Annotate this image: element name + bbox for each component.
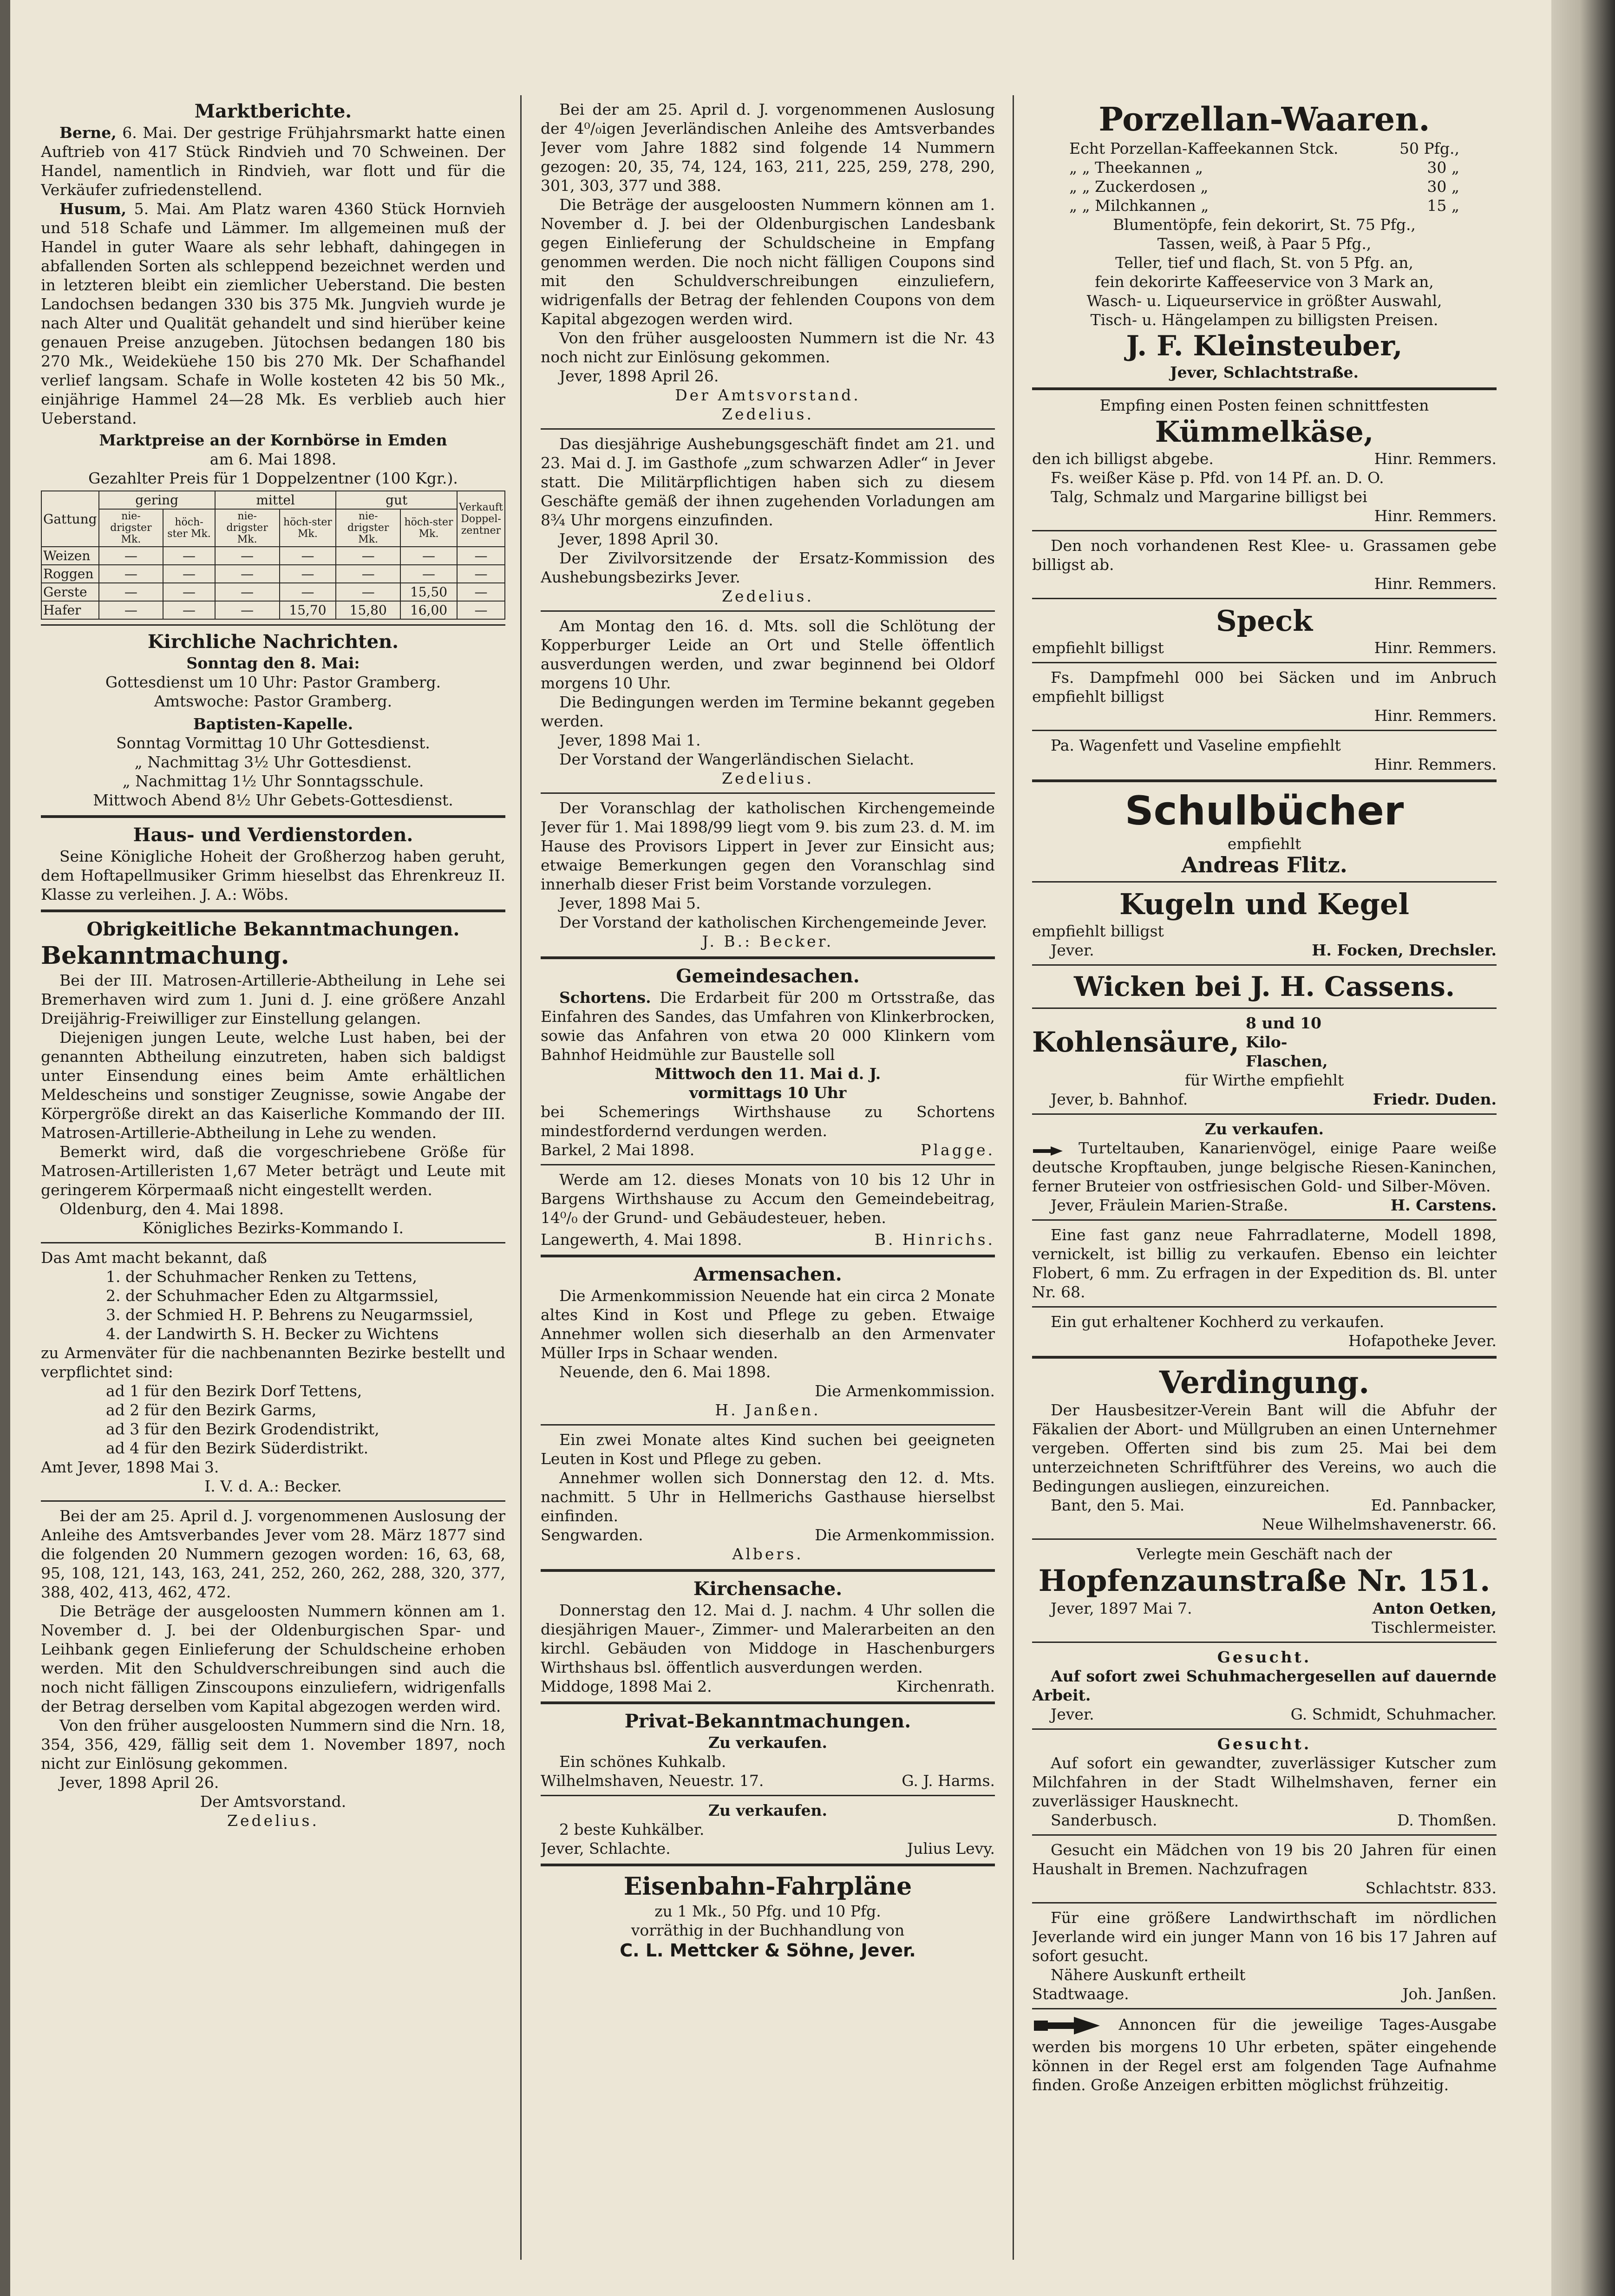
divider [1032, 779, 1497, 782]
kb-row-name: Weizen [41, 547, 99, 565]
kohlensaeure-header [1032, 1014, 1497, 1071]
kohlensaeure-side: 8 und 10 Kilo-Flaschen, [1246, 1014, 1328, 1070]
kb-header-gering: gering [99, 491, 215, 509]
table-row [41, 583, 505, 601]
kath-org: Der Vorstand der katholischen Kirchengemeinde Jever. [559, 913, 987, 931]
kb-cell: — [400, 565, 457, 583]
kb-cell: — [215, 547, 280, 565]
kb-cell: — [280, 547, 336, 565]
speck-title: Speck [1216, 604, 1313, 638]
verdingung-place: Bant, den 5. Mai. [1051, 1496, 1185, 1514]
list-item: Tisch- u. Hängelampen zu billigsten Preisen. [1090, 311, 1438, 329]
hopfen-intro: Verlegte mein Geschäft nach der [1137, 1545, 1392, 1563]
barkel-sign: Plagge. [921, 1141, 995, 1159]
porz-item: Echt Porzellan-Kaffeekannen Stck. [1069, 139, 1339, 157]
verdingung-title: Verdingung. [1159, 1364, 1370, 1400]
divider [1032, 1219, 1497, 1221]
kornboerse-subtitle: Gezahlter Preis für 1 Doppelzentner (100 Kgr.). [88, 469, 458, 487]
fahrplan-text: vorräthig in der Buchhandlung von [631, 1921, 905, 1939]
kb-cell: — [215, 601, 280, 619]
kuemmel-title: Kümmelkäse, [1155, 415, 1374, 449]
kb-row-name: Gerste [41, 583, 99, 601]
divider [1032, 964, 1497, 966]
schlotung-sign: Zedelius. [722, 769, 814, 787]
bekanntmachung-para: Bemerkt wird, daß die vorgeschriebene Größe für Matrosen-Artilleristen 1,67 Meter beträgt und Leute mit geringerem Körpermaaß nicht eingestellt werden. [41, 1143, 505, 1199]
levy-place: Jever, Schlachte. [541, 1839, 671, 1858]
kb-cell: — [280, 565, 336, 583]
dampfmehl-sign: Hinr. Remmers. [1374, 706, 1497, 725]
kind-place: Sengwarden. [541, 1526, 643, 1544]
kb-header-gut: gut [336, 491, 457, 509]
baptisten-line: Sonntag Vormittag 10 Uhr Gottesdienst. [116, 734, 430, 752]
auslosung-org: Der Amtsvorstand. [200, 1792, 347, 1811]
kb-cell: — [457, 583, 505, 601]
kb-row-name: Roggen [41, 565, 99, 583]
column-3 [1032, 100, 1497, 2260]
verdingung-address: Neue Wilhelmshavenerstr. 66. [1262, 1515, 1497, 1533]
sonntag-heading: Sonntag den 8. Mai: [186, 654, 360, 672]
tauben-footer [1032, 1196, 1497, 1215]
baptisten-line: „ Nachmittag 3½ Uhr Gottesdienst. [134, 753, 412, 771]
list-item: ad 3 für den Bezirk Grodendistrikt, [106, 1420, 379, 1438]
divider [541, 1795, 995, 1796]
porz-price: 50 Pfg., [1399, 139, 1459, 157]
divider [1032, 1306, 1497, 1308]
klee-line: Den noch vorhandenen Rest Klee- u. Grassamen gebe billigst ab. [1032, 536, 1497, 574]
list-item: 2. der Schuhmacher Eden zu Altgarmssiel, [106, 1287, 439, 1305]
kind-org: Die Armenkommission. [815, 1526, 995, 1544]
auslosung2-para: Von den früher ausgeloosten Nummern ist die Nr. 43 noch nicht zur Einlösung gekommen. [541, 329, 995, 366]
divider [41, 909, 505, 912]
auslosung2-para: Die Beträge der ausgeloosten Nummern können am 1. November d. J. bei der Oldenburgischen Landesbank gegen Einlieferung der Schuldscheine in Empfang genommen werden. Die noch nicht fälligen Coupons sind mit den Schuldverschreibungen einzuliefern, widrigenfalls der Betrag der fehlenden Coupons von dem Kapital abgezogen werden wird. [541, 196, 995, 328]
barkel-date: Barkel, 2 Mai 1898. [541, 1141, 695, 1159]
divider [541, 1424, 995, 1426]
aushebung-text: Das diesjährige Aushebungsgeschäft findet am 21. und 23. Mai d. J. im Gasthofe „zum schwarzen Adler“ in Jever statt. Die Militärpflichtigen haben sich zu diesem Geschäfte gemäß der ihnen zugehenden Vorladungen am 8¾ Uhr morgens einzufinden. [541, 435, 995, 529]
section-title-kirchen: Kirchensache. [693, 1578, 843, 1600]
kind-text2: Annehmer wollen sich Donnerstag den 12. d. Mts. nachmitt. 5 Uhr in Hellmerichs Gasthause hierselbst einfinden. [541, 1469, 995, 1525]
list-item: ad 1 für den Bezirk Dorf Tettens, [106, 1382, 362, 1400]
verdingung-footer [1032, 1496, 1497, 1515]
kb-cell: — [99, 547, 163, 565]
divider [1032, 1834, 1497, 1836]
schulbuecher-title: Schulbücher [1125, 788, 1404, 834]
divider [1032, 1007, 1497, 1009]
divider [541, 428, 995, 430]
kb-cell: — [336, 547, 400, 565]
kugeln-place: Jever. [1051, 941, 1094, 959]
divider [1032, 387, 1497, 390]
kb-cell: 15,80 [336, 601, 400, 619]
speck-text: empfiehlt billigst [1032, 639, 1164, 657]
langewerth-footer [541, 1230, 995, 1249]
kugeln-sign: H. Focken, Drechsler. [1312, 941, 1497, 959]
kb-cell: — [280, 583, 336, 601]
gesucht-sign: G. Schmidt, Schuhmacher. [1290, 1705, 1497, 1723]
kb-cell: — [457, 565, 505, 583]
landwirth-text: Für eine größere Landwirthschaft im nördlichen Jeverlande wird ein junger Mann von 16 bis 17 Jahren auf sofort gesucht. [1032, 1909, 1497, 1965]
gesucht-text: Auf sofort zwei Schuhmachergesellen auf dauernde Arbeit. [1032, 1667, 1497, 1704]
amt-text: zu Armenväter für die nachbenannten Bezirke bestellt und verpflichtet sind: [41, 1344, 505, 1381]
section-title-kirchlich: Kirchliche Nachrichten. [147, 631, 399, 653]
column-rule [520, 95, 522, 2260]
fahrplan-firm: C. L. Mettcker & Söhne, Jever. [620, 1940, 916, 1961]
berne-report [41, 123, 505, 199]
divider [41, 1242, 505, 1243]
kb-sub-hoechster: höch-ster Mk. [280, 509, 336, 547]
landwirth-place: Stadtwaage. [1032, 1985, 1129, 2003]
kohlensaeure-title: Kohlensäure, [1032, 1026, 1240, 1059]
armen-sign: H. Janßen. [715, 1401, 821, 1419]
dampfmehl-line: Fs. Dampfmehl 000 bei Säcken und im Anbruch empfiehlt billigst [1032, 668, 1497, 706]
divider [1032, 1113, 1497, 1115]
list-item [1032, 158, 1497, 177]
schortens-time: vormittags 10 Uhr [689, 1084, 847, 1102]
auslosung2-org: Der Amtsvorstand. [675, 386, 861, 404]
divider [1032, 1728, 1497, 1730]
husum-text: 5. Mai. Am Platz waren 4360 Stück Hornvieh und 518 Schafe und Lämmer. Im allgemeinen muß der Handel in guter Waare als sehr lebhaft, dahingegen in abfallenden Sorten als schleppend bezeichnet werden und in letzteren bleibt ein ziemlicher Ueberstand. Die besten Landochsen bedangen 330 bis 375 Mk. Jungvieh wurde je nach Alter und Qualität gehandelt und sind hierüber keine genauen Preise anzugeben. Jütochsen bedangen 180 bis 270 Mk., Weideküehe 150 bis 270 Mk. Der Schafhandel verlief langsam. Schafe in Wolle kosteten 42 bis 50 Mk., einjährige Hammel 24—28 Mk. Es verblieb auch hier Ueberstand. [41, 200, 505, 427]
auslosung-date: Jever, 1898 April 26. [59, 1773, 219, 1792]
divider [1032, 1902, 1497, 1904]
auslosung-para: Bei der am 25. April d. J. vorgenommenen Auslosung der Anleihe des Amtsverbandes Jever vom 28. März 1877 sind die folgenden 20 Nummern gezogen worden: 16, 63, 68, 95, 108, 121, 143, 163, 241, 252, 260, 262, 288, 320, 377, 388, 402, 413, 462, 472. [41, 1507, 505, 1601]
auslosung2-para: Bei der am 25. April d. J. vorgenommenen Auslosung der 4⁰/₀igen Jeverländischen Anleihe des Amtsverbandes Jever vom Jahre 1882 sind folgende 14 Nummern gezogen: 20, 35, 74, 124, 163, 211, 225, 259, 278, 290, 301, 303, 377 und 388. [541, 100, 995, 195]
kuemmel-text: den ich billigst abgebe. [1032, 450, 1214, 468]
verkaufen-heading: Zu verkaufen. [708, 1733, 828, 1752]
table-row [41, 565, 505, 583]
schlotung-org: Der Vorstand der Wangerländischen Sielacht. [559, 750, 915, 768]
fahrrad-text: Eine fast ganz neue Fahrradlaterne, Modell 1898, vernickelt, ist billig zu verkaufen. Ebenso ein leichter Flobert, 6 mm. Zu erfragen in der Expedition ds. Bl. unter Nr. 68. [1032, 1226, 1497, 1301]
divider [41, 1500, 505, 1502]
kornboerse-price-table [41, 491, 505, 620]
kind-sign: Albers. [732, 1545, 804, 1563]
schlotung-para: Am Montag den 16. d. Mts. soll die Schlötung der Kopperburger Leide an Ort und Stelle öffentlich ausverdungen werden, und zwar beginnend bei Oldorf morgens 10 Uhr. [541, 617, 995, 692]
landwirth-sign: Joh. Janßen. [1402, 1985, 1497, 2003]
landwirth-footer [1032, 1984, 1497, 2003]
list-item [1032, 139, 1497, 158]
page-gutter [0, 0, 10, 2296]
bekanntmachung-sign: Königliches Bezirks-Kommando I. [142, 1219, 404, 1237]
tauben-heading: Zu verkaufen. [1204, 1120, 1324, 1138]
speck-line [1032, 638, 1497, 657]
kb-cell: — [99, 583, 163, 601]
bekanntmachung-title: Bekanntmachung. [41, 942, 289, 970]
porz-price: 30 „ [1427, 177, 1459, 196]
verkaufen-heading: Zu verkaufen. [708, 1801, 828, 1819]
kb-cell: 16,00 [400, 601, 457, 619]
tauben-sign: H. Carstens. [1390, 1196, 1497, 1214]
auslosung-para: Die Beträge der ausgeloosten Nummern können am 1. November d. J. bei der Oldenburgischen Spar- und Leihbank gegen Einlieferung der Schuldscheine erhoben werden. Mit den Schuldverschreibungen sind auch die noch nicht fälligen Zinscoupons einzuliefern, widrigenfalls der Betrag derselben vom Kapital abgezogen werden wird. [41, 1602, 505, 1715]
tauben-body: Turteltauben, Kanarienvögel, einige Paare weiße deutsche Kropftauben, junge belgische Riesen-Kaninchen, ferner Bruteier von ostfriesischen Gold- und Silber-Möven. [1032, 1139, 1497, 1195]
kochherd-text: Ein gut erhaltener Kochherd zu verkaufen. [1051, 1313, 1385, 1331]
amt-sign: I. V. d. A.: Becker. [204, 1477, 342, 1495]
kb-cell: — [215, 583, 280, 601]
porz-item: „ „ Theekannen „ [1069, 158, 1203, 177]
wagenfett-line: Pa. Wagenfett und Vaseline empfiehlt [1051, 736, 1341, 754]
hopfen-date: Jever, 1897 Mai 7. [1051, 1599, 1192, 1617]
kornboerse-title: Marktpreise an der Kornbörse in Emden [99, 431, 447, 449]
armen-org: Die Armenkommission. [815, 1382, 995, 1400]
kb-cell: — [163, 547, 215, 565]
langewerth-sign: B. Hinrichs. [874, 1230, 995, 1249]
maedchen-text: Gesucht ein Mädchen von 19 bis 20 Jahren für einen Haushalt in Bremen. Nachzufragen [1032, 1841, 1497, 1878]
hopfen-trade: Tischlermeister. [1372, 1618, 1497, 1636]
kb-cell: — [163, 583, 215, 601]
hopfen-sign: Anton Oetken, [1373, 1599, 1497, 1617]
kath-text: Der Voranschlag der katholischen Kirchengemeinde Jever für 1. Mai 1898/99 liegt vom 9. bis zum 23. d. M. im Hause des Provisors Lippert in Jever zur Einsicht aus; etwaige Bemerkungen gegen den Voranschlag sind innerhalb dieser Frist beim Vorstande vorzulegen. [541, 799, 995, 893]
baptisten-line: Mittwoch Abend 8½ Uhr Gebets-Gottesdienst. [93, 791, 453, 809]
list-item: Wasch- u. Liqueurservice in größter Auswahl, [1086, 292, 1442, 310]
gesucht-footer [1032, 1705, 1497, 1724]
schortens-body: Die Erdarbeit für 200 m Ortsstraße, das Einfahren des Sandes, das Umfahren von Klinkerbrocken, sowie das Anfahren von etwa 20 000 Klinkern vom Bahnhof Heidmühle zur Baustelle soll [541, 988, 995, 1064]
divider [1032, 1642, 1497, 1643]
kath-sign: J. B.: Becker. [702, 932, 834, 950]
column-2 [541, 100, 995, 2260]
divider [541, 610, 995, 612]
auslosung2-sign: Zedelius. [722, 405, 814, 423]
hopfen-title: Hopfenzaunstraße Nr. 151. [1038, 1563, 1491, 1598]
kath-date: Jever, 1898 Mai 5. [559, 894, 701, 912]
list-item: Blumentöpfe, fein dekorirt, St. 75 Pfg., [1113, 216, 1416, 234]
kb-cell: — [215, 565, 280, 583]
gesucht-text: Auf sofort ein gewandter, zuverlässiger Kutscher zum Milchfahren in der Stadt Wilhelmshaven, ferner ein zuverlässiger Hausknecht. [1032, 1754, 1497, 1810]
divider [541, 792, 995, 794]
list-item: 4. der Landwirth S. H. Becker zu Wichtens [106, 1325, 439, 1343]
column-rule [1013, 95, 1014, 2260]
kirchen-text: Donnerstag den 12. Mai d. J. nachm. 4 Uhr sollen die diesjährigen Mauer-, Zimmer- und Malerarbeiten an den kirchl. Gebäuden von Middoge in Haschenburgers Wirthshaus bsl. öffentlich ausverdungen werden. [541, 1601, 995, 1676]
kb-cell: — [336, 583, 400, 601]
divider [1032, 598, 1497, 599]
kb-cell: 15,50 [400, 583, 457, 601]
divider [541, 1864, 995, 1866]
list-item [1032, 177, 1497, 196]
kb-sub-niedrigster: nie-drigster Mk. [99, 509, 163, 547]
gesucht-footer [1032, 1811, 1497, 1830]
gottesdienst-line: Gottesdienst um 10 Uhr: Pastor Gramberg. [105, 673, 441, 691]
speck-sign: Hinr. Remmers. [1374, 639, 1497, 657]
kb-cell: — [457, 601, 505, 619]
list-item: ad 2 für den Bezirk Garms, [106, 1401, 317, 1419]
kohlensaeure-sign: Friedr. Duden. [1373, 1090, 1497, 1108]
husum-report [41, 199, 505, 428]
hausorden-text [41, 847, 505, 904]
annoncen-body: Annoncen für die jeweilige Tages-Ausgabe werden bis morgens 10 Uhr erbeten, später eingehende können in der Regel erst am folgenden Tage Aufnahme finden. Große Anzeigen erbitten möglichst frühzeitig. [1032, 2015, 1497, 2094]
porz-item: „ „ Zuckerdosen „ [1069, 177, 1209, 196]
gesucht-heading: Gesucht. [1217, 1648, 1312, 1666]
amt-date: Amt Jever, 1898 Mai 3. [41, 1458, 219, 1476]
talg-line: Talg, Schmalz und Margarine billigst bei [1051, 488, 1367, 506]
kb-header-gattung: Gattung [41, 491, 99, 547]
armen-date: Neuende, den 6. Mai 1898. [559, 1363, 771, 1381]
kohlensaeure-text: für Wirthe empfiehlt [1184, 1071, 1344, 1089]
aushebung-org: Der Zivilvorsitzende der Ersatz-Kommission des Aushebungsbezirks Jever. [541, 549, 995, 586]
divider [1032, 662, 1497, 663]
kb-cell: — [163, 601, 215, 619]
schulbuecher-name: Andreas Flitz. [1181, 852, 1347, 877]
kochherd-sign: Hofapotheke Jever. [1348, 1332, 1497, 1350]
divider [541, 1569, 995, 1572]
hausorden-body: Seine Königliche Hoheit der Großherzog haben geruht, dem Hoftapellmusiker Grimm hieselbst das Ehrenkreuz II. Klasse zu verleihen. [41, 847, 505, 903]
kugeln-text: empfiehlt billigst [1032, 922, 1164, 940]
hopfen-footer [1032, 1599, 1497, 1618]
porzellan-title: Porzellan-Waaren. [1098, 100, 1430, 138]
amt-intro: Das Amt macht bekannt, daß [41, 1249, 267, 1267]
kb-cell: — [163, 565, 215, 583]
baptisten-title: Baptisten-Kapelle. [193, 715, 353, 733]
langewerth-text: Werde am 12. dieses Monats von 10 bis 12 Uhr in Bargens Wirthshause zu Accum den Gemeindebeitrag, 14⁰/₀ der Grund- und Gebäudesteuer, heben. [541, 1171, 995, 1227]
kirchen-footer [541, 1677, 995, 1696]
levy-sign: Julius Levy. [907, 1839, 995, 1858]
kb-cell: 15,70 [280, 601, 336, 619]
divider [1032, 1356, 1497, 1359]
amtswoche-line: Amtswoche: Pastor Gramberg. [154, 692, 392, 710]
baptisten-line: „ Nachmittag 1½ Uhr Sonntagsschule. [122, 772, 424, 790]
divider [1032, 530, 1497, 531]
armen-text: Die Armenkommission Neuende hat ein circa 2 Monate altes Kind in Kost und Pflege zu geben. Etwaige Annehmer wollen sich dieserhalb an den Armenvater Müller Irps in Schaar wenden. [541, 1287, 995, 1362]
levy-footer [541, 1839, 995, 1858]
kb-sub-hoechster: höch-ster Mk. [163, 509, 215, 547]
kb-sub-hoechster: höch-ster Mk. [400, 509, 457, 547]
berne-lead: Berne, [59, 124, 117, 142]
klee-sign: Hinr. Remmers. [1374, 575, 1497, 593]
gesucht-place: Jever. [1051, 1705, 1094, 1723]
kb-cell: — [336, 565, 400, 583]
gesucht-sign: D. Thomßen. [1397, 1811, 1497, 1829]
bekanntmachung-place: Oldenburg, den 4. Mai 1898. [59, 1200, 284, 1218]
column-1 [41, 100, 505, 2260]
kb-header-verkauft: Verkauft Doppel-zentner [457, 491, 505, 547]
list-item: Tassen, weiß, à Paar 5 Pfg., [1157, 235, 1372, 253]
pointing-hand-icon [1032, 2014, 1102, 2037]
talg-sign: Hinr. Remmers. [1374, 507, 1497, 525]
schortens-lead: Schortens. [559, 988, 651, 1007]
kuhkaelber-text: 2 beste Kuhkälber. [559, 1820, 705, 1838]
kuhkalb-text: Ein schönes Kuhkalb. [559, 1753, 726, 1771]
fahrplan-title: Eisenbahn-Fahrpläne [623, 1872, 912, 1901]
section-title-gemeinde: Gemeindesachen. [676, 965, 860, 987]
divider [541, 1255, 995, 1257]
langewerth-date: Langewerth, 4. Mai 1898. [541, 1230, 742, 1249]
table-row [41, 547, 505, 565]
kb-row-name: Hafer [41, 601, 99, 619]
schulbuecher-text: empfiehlt [1227, 835, 1301, 853]
section-title-privat: Privat-Bekanntmachungen. [624, 1710, 911, 1732]
divider [41, 815, 505, 818]
schortens-text [541, 988, 995, 1064]
section-title-hausorden: Haus- und Verdienstorden. [133, 824, 413, 846]
kaese-line: Fs. weißer Käse p. Pfd. von 14 Pf. an. D. O. [1051, 469, 1384, 487]
kind-footer [541, 1525, 995, 1544]
kb-header-mittel: mittel [215, 491, 336, 509]
kb-cell: — [99, 601, 163, 619]
divider [1032, 881, 1497, 883]
harms-place: Wilhelmshaven, Neuestr. 17. [541, 1772, 764, 1790]
kohlensaeure-place: Jever, b. Bahnhof. [1051, 1090, 1188, 1108]
divider [1032, 2008, 1497, 2009]
tauben-text [1032, 1138, 1497, 1196]
auslosung-sign: Zedelius. [227, 1812, 319, 1830]
table-row [41, 601, 505, 619]
list-item: ad 4 für den Bezirk Süderdistrikt. [106, 1439, 369, 1457]
bekanntmachung-para: Diejenigen jungen Leute, welche Lust haben, bei der genannten Abtheilung einzutreten, haben sich baldigst unter Einsendung eines beim Amte erhältlichen Meldescheins und sonstiger Zeugnisse, sowie Angabe der Körpergröße direkt an das Kaiserliche Kommando der III. Matrosen-Artillerie-Abtheilung in Lehe zu wenden. [41, 1028, 505, 1142]
gesucht-place: Sanderbusch. [1051, 1811, 1157, 1829]
tauben-place: Jever, Fräulein Marien-Straße. [1051, 1196, 1288, 1214]
schortens-date: Mittwoch den 11. Mai d. J. [654, 1065, 881, 1083]
list-item [1032, 196, 1497, 215]
kirchen-sign: Kirchenrath. [896, 1677, 995, 1695]
fahrplan-price: zu 1 Mk., 50 Pfg. und 10 Pfg. [654, 1902, 881, 1920]
harms-footer [541, 1771, 995, 1790]
kirchen-date: Middoge, 1898 Mai 2. [541, 1677, 712, 1695]
page-edge-shadow [1551, 0, 1615, 2296]
auslosung2-date: Jever, 1898 April 26. [559, 367, 719, 385]
auslosung-para: Von den früher ausgeloosten Nummern sind die Nrn. 18, 354, 356, 429, fällig seit dem 1. November 1897, noch nicht zur Einlösung gekommen. [41, 1716, 505, 1773]
schlotung-date: Jever, 1898 Mai 1. [559, 731, 701, 749]
section-title-marktberichte: Marktberichte. [194, 100, 352, 122]
aushebung-date: Jever, 1898 April 30. [559, 530, 719, 548]
pointing-hand-icon [1032, 1143, 1065, 1156]
porz-item: „ „ Milchkannen „ [1069, 196, 1209, 215]
maedchen-address: Schlachtstr. 833. [1365, 1879, 1497, 1897]
harms-sign: G. J. Harms. [902, 1772, 995, 1790]
kugeln-footer [1032, 941, 1497, 960]
schlotung-para: Die Bedingungen werden im Termine bekannt gegeben werden. [541, 693, 995, 730]
aushebung-sign: Zedelius. [722, 587, 814, 605]
section-title-obrigkeit: Obrigkeitliche Bekanntmachungen. [86, 918, 460, 940]
porz-price: 15 „ [1427, 196, 1459, 215]
verdingung-sign: Ed. Pannbacker, [1371, 1496, 1497, 1514]
schortens-text2: bei Schemerings Wirthshause zu Schortens mindestfordernd verdungen werden. [541, 1103, 995, 1140]
kleinsteuber-address: Jever, Schlachtstraße. [1170, 363, 1359, 381]
kornboerse-date: am 6. Mai 1898. [209, 450, 337, 468]
kb-sub-niedrigster: nie-drigster Mk. [336, 509, 400, 547]
list-item: fein dekorirte Kaffeeservice von 3 Mark an, [1095, 273, 1434, 291]
hausorden-sign: J. A.: Wöbs. [201, 885, 289, 903]
kb-cell: — [99, 565, 163, 583]
verdingung-text: Der Hausbesitzer-Verein Bant will die Abfuhr der Fäkalien der Abort- und Müllgruben an einen Unternehmer vergeben. Offerten sind bis zum 25. Mai bei dem unterzeichneten Schriftführer des Vereins, wo auch die Bedingungen ausliegen, einzureichen. [1032, 1401, 1497, 1495]
kuemmel-line [1032, 449, 1497, 468]
divider [541, 1701, 995, 1704]
kind-text: Ein zwei Monate altes Kind suchen bei geeigneten Leuten in Kost und Pflege zu geben. [541, 1431, 995, 1468]
divider [541, 956, 995, 959]
wagenfett-sign: Hinr. Remmers. [1374, 755, 1497, 773]
kb-sub-niedrigster: nie-drigster Mk. [215, 509, 280, 547]
list-item: 3. der Schmied H. P. Behrens zu Neugarmssiel, [106, 1306, 474, 1324]
landwirth-text2: Nähere Auskunft ertheilt [1051, 1966, 1246, 1984]
porz-price: 30 „ [1427, 158, 1459, 177]
husum-lead: Husum, [59, 200, 127, 218]
divider [41, 624, 505, 626]
list-item: Teller, tief und flach, St. von 5 Pfg. an, [1115, 254, 1413, 272]
list-item: 1. der Schuhmacher Renken zu Tettens, [106, 1268, 417, 1286]
divider [1032, 730, 1497, 731]
wicken-title: Wicken bei J. H. Cassens. [1073, 971, 1455, 1002]
kb-cell: — [457, 547, 505, 565]
section-title-armen: Armensachen. [693, 1263, 842, 1285]
kohlensaeure-footer [1032, 1090, 1497, 1109]
divider [541, 1164, 995, 1165]
annoncen-text [1032, 2014, 1497, 2094]
kleinsteuber-name: J. F. Kleinsteuber, [1126, 330, 1403, 362]
kuemmel-sign: Hinr. Remmers. [1374, 450, 1497, 468]
kb-cell: — [400, 547, 457, 565]
gesucht-heading: Gesucht. [1217, 1735, 1312, 1753]
bekanntmachung-para: Bei der III. Matrosen-Artillerie-Abtheilung in Lehe sei Bremerhaven wird zum 1. Juni d. J. eine größere Anzahl Dreijährig-Freiwilliger zur Einstellung gelangen. [41, 971, 505, 1027]
divider [1032, 1538, 1497, 1540]
barkel-footer [541, 1140, 995, 1159]
kugeln-title: Kugeln und Kegel [1119, 887, 1410, 921]
kuemmel-intro: Empfing einen Posten feinen schnittfesten [1099, 396, 1429, 414]
berne-text: 6. Mai. Der gestrige Frühjahrsmarkt hatte einen Auftrieb von 417 Stück Rindvieh und 70 Schweinen. Der Handel, namentlich in Rindvieh, war flott und für die Verkäufer zufriedenstellend. [41, 124, 505, 199]
